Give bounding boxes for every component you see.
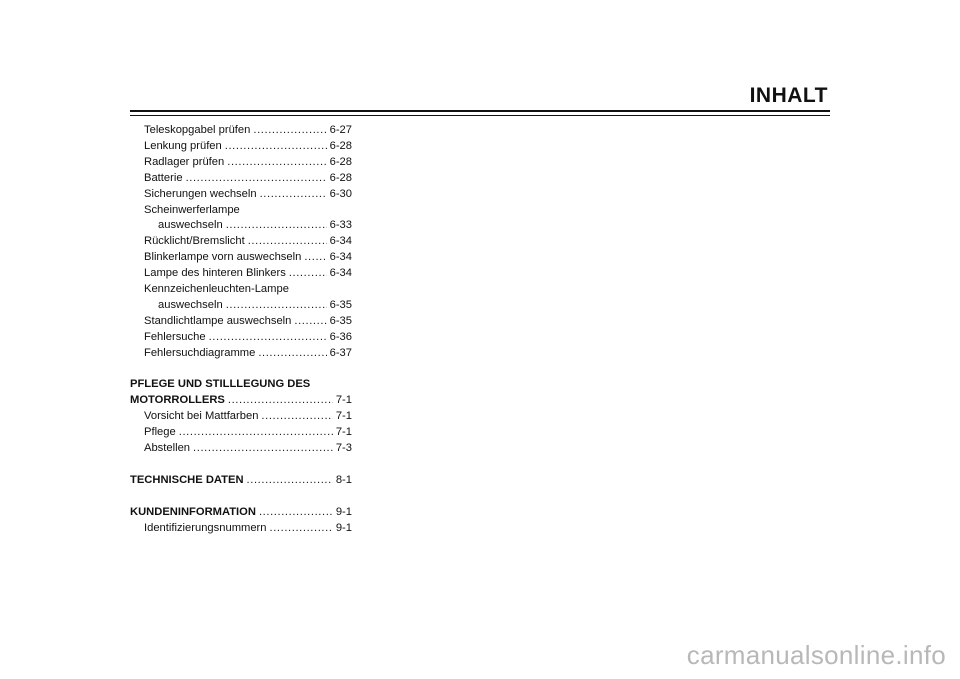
toc-entry[interactable]: Vorsicht bei Mattfarben ..... 7-1 <box>130 409 352 425</box>
header-rule-thick <box>130 110 830 112</box>
watermark: carmanualsonline.info <box>686 640 946 670</box>
toc-entry[interactable]: Pflege ..... 7-1 <box>130 425 352 441</box>
toc-entry-line1[interactable]: Scheinwerferlampe <box>144 203 240 216</box>
toc-entry[interactable]: Lampe des hinteren Blinkers ..... 6-34 <box>130 266 352 282</box>
toc-entry[interactable]: Batterie ..... 6-28 <box>130 171 352 187</box>
toc-spacer <box>130 489 352 505</box>
toc-entry[interactable]: Standlichtlampe auswechseln ..... 6-35 <box>130 314 352 330</box>
toc-entry[interactable]: Fehlersuchdiagramme ..... 6-37 <box>130 346 352 362</box>
toc-chapter[interactable]: MOTORROLLERS ..... 7-1 <box>130 393 352 409</box>
toc-entry[interactable]: Fehlersuche ..... 6-36 <box>130 330 352 346</box>
toc-entry[interactable]: Teleskopgabel prüfen ..... 6-27 <box>130 123 352 139</box>
toc-chapter[interactable]: KUNDENINFORMATION ..... 9-1 <box>130 505 352 521</box>
toc-entry[interactable]: Lenkung prüfen ..... 6-28 <box>130 139 352 155</box>
toc-entry[interactable]: auswechseln ..... 6-33 <box>130 218 352 234</box>
table-of-contents <box>130 123 352 537</box>
toc-spacer <box>130 457 352 473</box>
header-rule-thin <box>130 115 830 116</box>
toc-entry[interactable]: Sicherungen wechseln ..... 6-30 <box>130 187 352 203</box>
toc-entry[interactable]: auswechseln ..... 6-35 <box>130 298 352 314</box>
toc-spacer <box>130 362 352 378</box>
page-title: INHALT <box>749 84 828 107</box>
toc-entry[interactable]: Abstellen ..... 7-3 <box>130 441 352 457</box>
toc-chapter[interactable]: TECHNISCHE DATEN ..... 8-1 <box>130 473 352 489</box>
toc-chapter-title-line1[interactable]: PFLEGE UND STILLLEGUNG DES <box>130 378 311 391</box>
toc-entry[interactable]: Blinkerlampe vorn auswechseln ..... 6-34 <box>130 250 352 266</box>
toc-entry[interactable]: Identifizierungsnummern ..... 9-1 <box>130 521 352 537</box>
toc-entry[interactable]: Radlager prüfen ..... 6-28 <box>130 155 352 171</box>
toc-entry[interactable]: Rücklicht/Bremslicht ..... 6-34 <box>130 234 352 250</box>
toc-entry-line1[interactable]: Kennzeichenleuchten-Lampe <box>144 283 289 296</box>
